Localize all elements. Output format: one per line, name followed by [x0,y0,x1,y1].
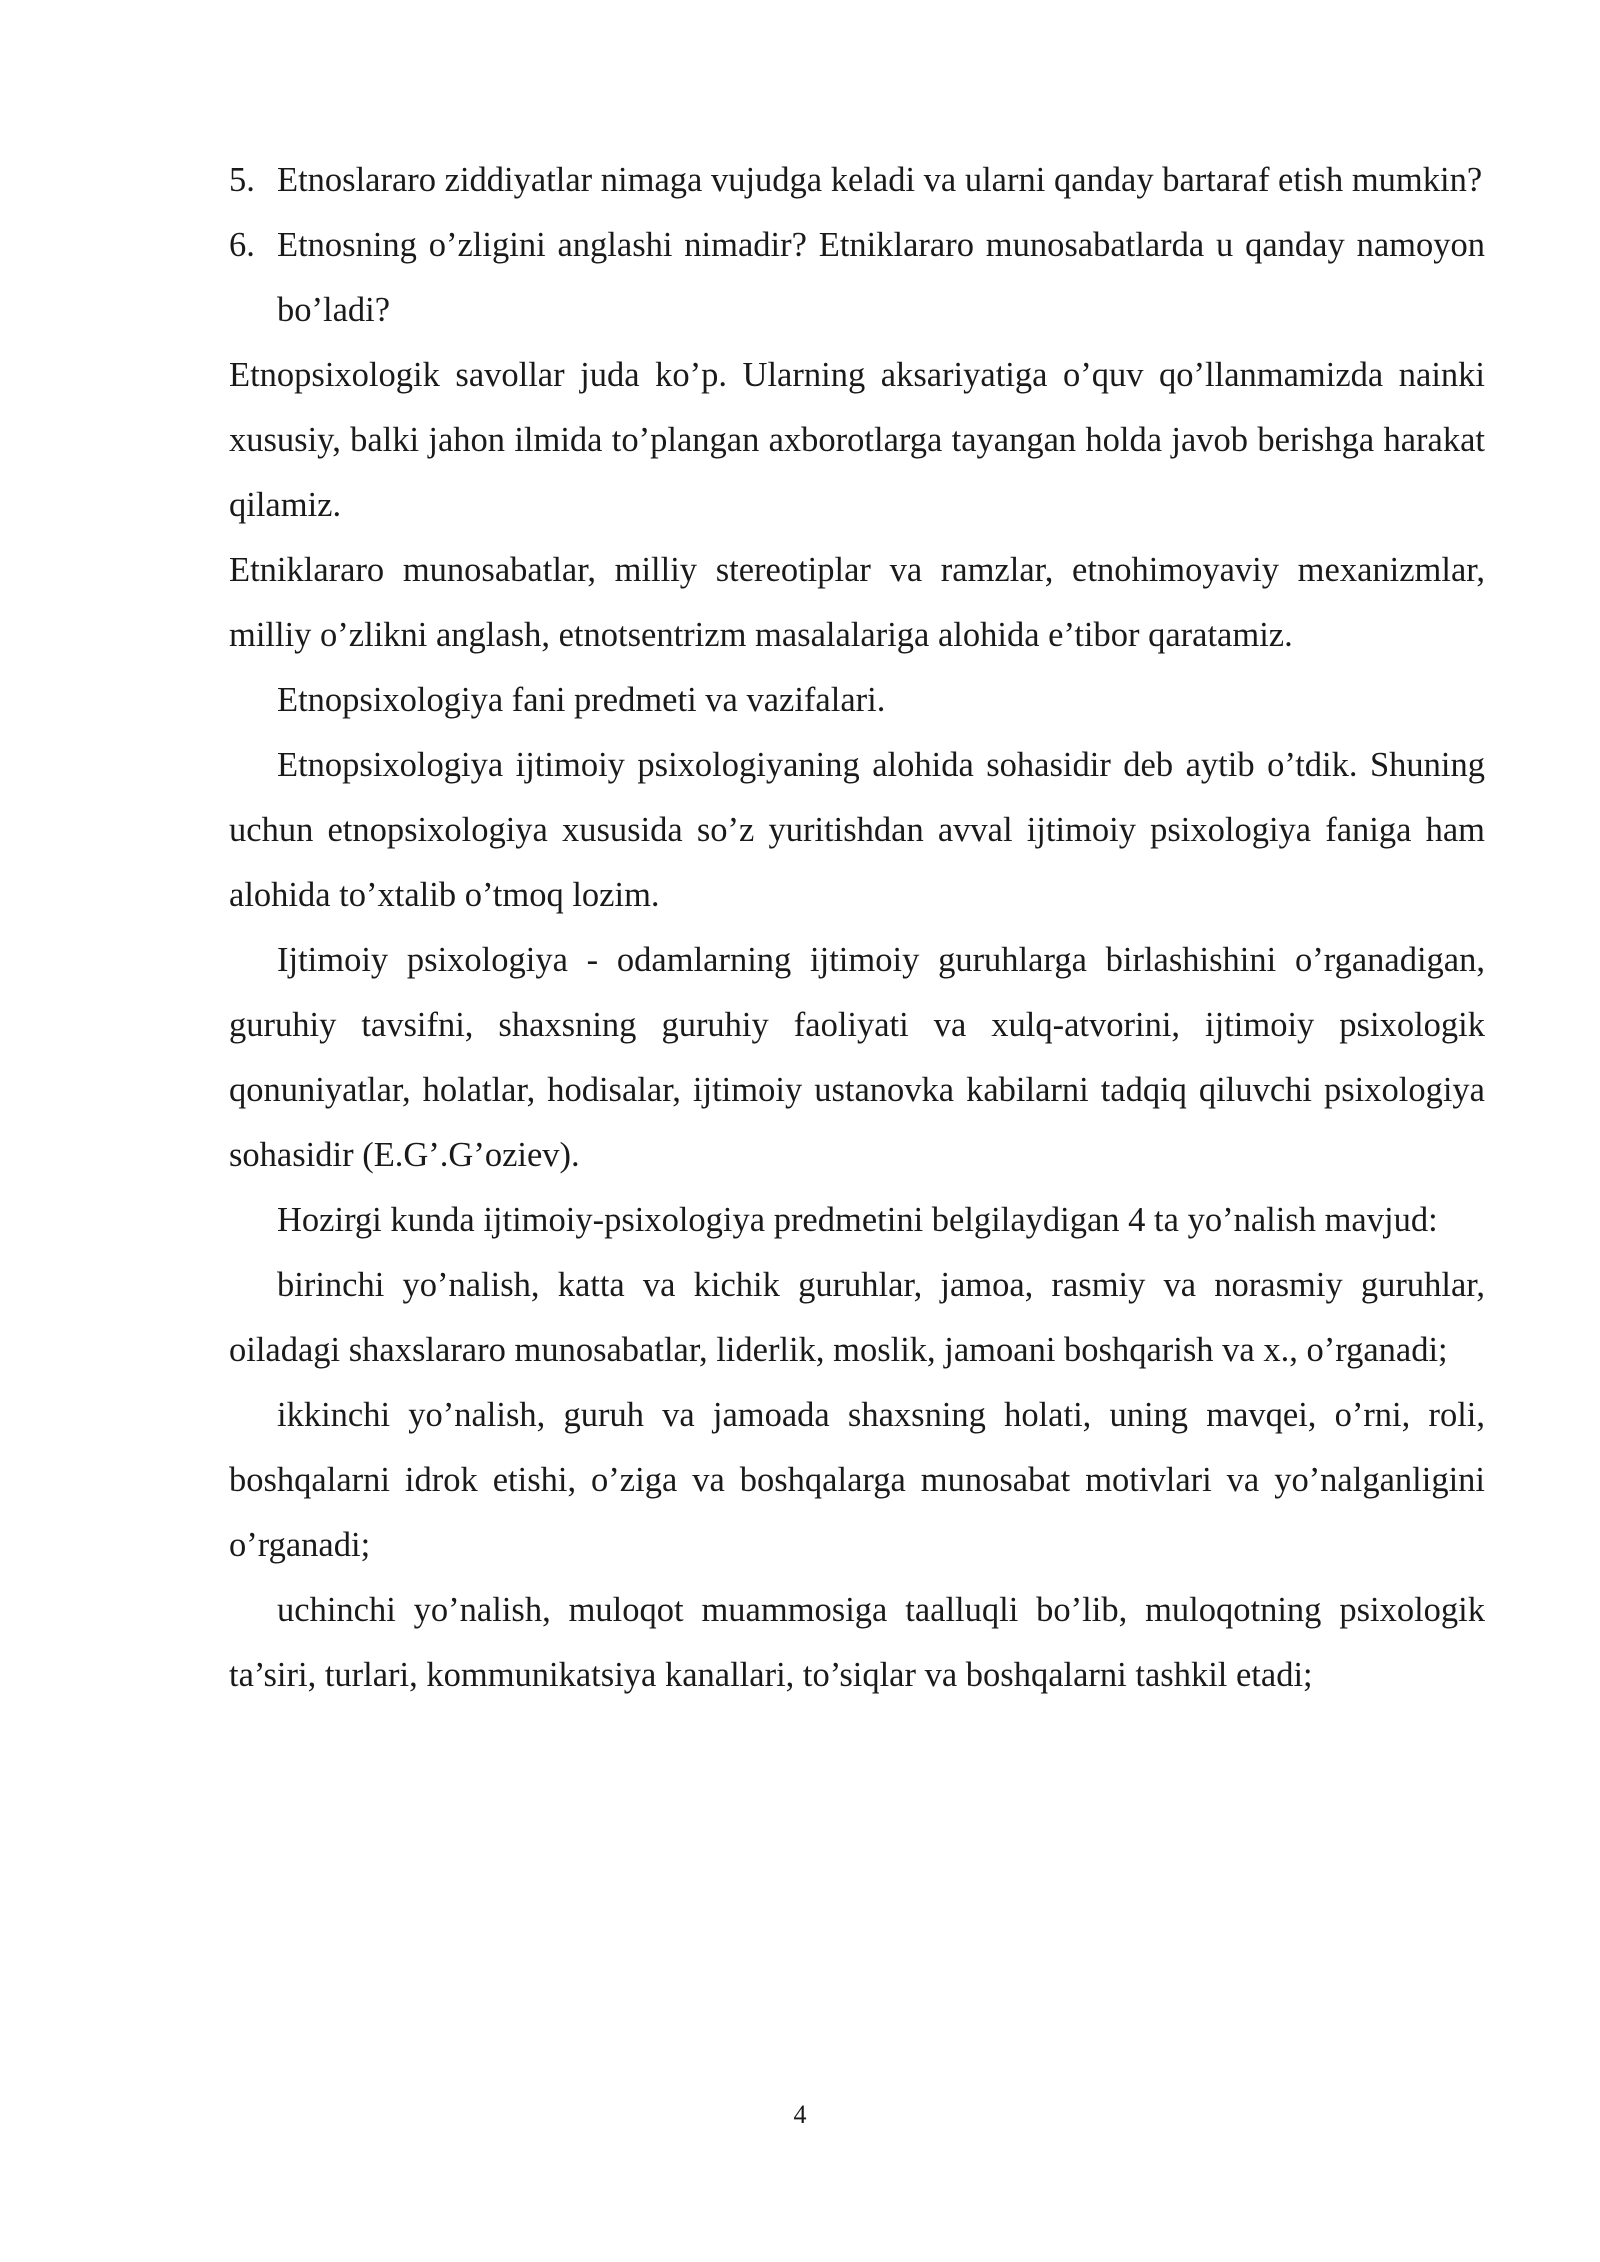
list-item [229,213,1485,343]
paragraph: Ijtimoiy psixologiya - odamlarning ijtimoiy guruhlarga birlashishini o’rganadigan, guruhiy tavsifni, shaxsning guruhiy faoliyati va xulq-atvorini, ijtimoiy psixologik qonuniyatlar, holatlar, hodisalar, ijtimoiy ustanovka kabilarni tadqiq qiluvchi psixologiya sohasidir (E.G’.G’oziev). [229,941,1485,1174]
page-number: 4 [793,2100,807,2129]
paragraph: Etnopsixologik savollar juda ko’p. Ularning aksariyatiga o’quv qo’llanmamizda nainki xususiy, balki jahon ilmida to’plangan axborotlarga tayangan holda javob berishga harakat qilamiz. [229,356,1485,524]
section-heading: Etnopsixologiya fani predmeti va vazifalari. [277,681,886,719]
paragraph: ikkinchi yo’nalish, guruh va jamoada shaxsning holati, uning mavqei, o’rni, roli, boshqalarni idrok etishi, o’ziga va boshqalarga munosabat motivlari va yo’nalganligini o’rganadi; [229,1396,1485,1564]
paragraph: Etnopsixologiya ijtimoiy psixologiyaning alohida sohasidir deb aytib o’tdik. Shuning uchun etnopsixologiya xususida so’z yuritishdan avval ijtimoiy psixologiya faniga ham alohida to’xtalib o’tmoq lozim. [229,746,1485,914]
paragraph: uchinchi yo’nalish, muloqot muammosiga taalluqli bo’lib, muloqotning psixologik ta’siri, turlari, kommunikatsiya kanallari, to’siqlar va boshqalarni tashkil etadi; [229,1591,1485,1694]
paragraph: Etniklararo munosabatlar, milliy stereotiplar va ramzlar, etnohimoyaviy mexanizmlar, milliy o’zlikni anglash, etnotsentrizm masalalariga alohida e’tibor qaratamiz. [229,551,1485,654]
list-number: 6. [229,226,255,264]
paragraph: birinchi yo’nalish, katta va kichik guruhlar, jamoa, rasmiy va norasmiy guruhlar, oiladagi shaxslararo munosabatlar, liderlik, moslik, jamoani boshqarish va x., o’rganadi; [229,1266,1485,1369]
page-body [229,148,1485,1708]
list-number: 5. [229,161,255,199]
list-text: Etnoslararo ziddiyatlar nimaga vujudga keladi va ularni qanday bartaraf etish mumkin? [277,161,1483,199]
list-text: Etnosning o’zligini anglashi nimadir? Etniklararo munosabatlarda u qanday namoyon bo’ladi? [277,226,1485,329]
paragraph: Hozirgi kunda ijtimoiy-psixologiya predmetini belgilaydigan 4 ta yo’nalish mavjud: [277,1201,1438,1239]
list-item [229,148,1485,213]
